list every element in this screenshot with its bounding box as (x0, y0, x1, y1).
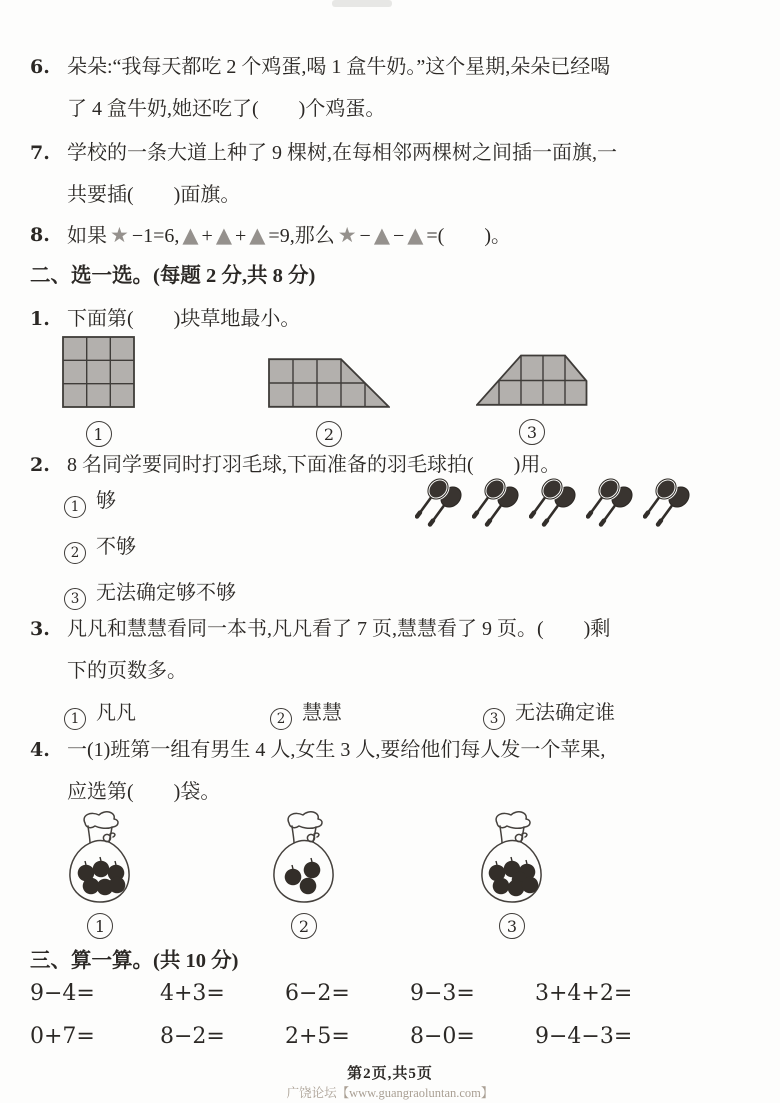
choose-question-1-text: 下面第( )块草地最小。 (67, 308, 301, 330)
apple-bag-icon (60, 810, 140, 906)
calc-problem-4: 9−3= (410, 981, 475, 1006)
section-choose-title: 二、选一选。(每题 2 分,共 8 分) (30, 265, 316, 287)
equation-text: + (234, 225, 247, 247)
page-number: 第2页,共5页 (347, 1066, 433, 1082)
q2-option-3-label: 无法确定够不够 (96, 582, 236, 604)
apple-bag-3 (470, 810, 554, 939)
circled-number-3: 3 (483, 708, 505, 730)
grass-trapezoid (476, 354, 588, 406)
calc-problem-2: 4+3= (160, 981, 225, 1006)
question-7-number: 7. (30, 142, 50, 164)
apple-bag-icon (472, 810, 552, 906)
choose-question-4-number: 4. (30, 739, 50, 761)
bag-3-label (470, 913, 554, 939)
calc-problem-8: 2+5= (285, 1024, 350, 1049)
apple-bag-1 (58, 810, 142, 939)
q3-option-1-label: 凡凡 (96, 702, 136, 724)
circled-number-2: 2 (270, 708, 292, 730)
circled-number-2: 2 (291, 913, 317, 939)
choose-question-3-number: 3. (30, 618, 50, 640)
watermark: 广饶论坛【www.guangraoluntan.com】 (286, 1086, 494, 1100)
star-icon: ★ (337, 223, 357, 247)
circled-number-1: 1 (64, 496, 86, 518)
question-8 (30, 214, 511, 256)
badminton-racket-pair-icon (415, 476, 468, 533)
shape-3-label (476, 419, 588, 445)
question-7 (30, 132, 617, 216)
shape-option-1 (62, 336, 135, 447)
question-6-number: 6. (30, 56, 50, 78)
question-7-line-1: 学校的一条大道上种了 9 棵树,在每相邻两棵树之间插一面旗,一 (67, 142, 617, 164)
circled-number-1: 1 (86, 421, 112, 447)
circled-number-2: 2 (64, 542, 86, 564)
choose-question-2-text: 8 名同学要同时打羽毛球,下面准备的羽毛球拍( )用。 (67, 454, 561, 476)
badminton-racket-pair-icon (472, 476, 525, 533)
shape-option-3 (476, 354, 588, 445)
equation-text: =( )。 (426, 225, 512, 247)
shape-option-2 (268, 358, 390, 447)
circled-number-3: 3 (519, 419, 545, 445)
q2-option-1-label: 够 (96, 490, 116, 512)
choose-question-3-line-1: 凡凡和慧慧看同一本书,凡凡看了 7 页,慧慧看了 9 页。( )剩 (67, 618, 611, 640)
circled-number-3: 3 (499, 913, 525, 939)
star-icon: ★ (110, 223, 129, 247)
scan-artifact (332, 0, 392, 7)
calc-problem-5: 3+4+2= (535, 981, 633, 1006)
calc-problem-10: 9−4−3= (535, 1024, 633, 1049)
question-6-line-2: 了 4 盒牛奶,她还吃了( )个鸡蛋。 (67, 98, 386, 120)
badminton-racket-pair-icon (643, 476, 696, 533)
circled-number-2: 2 (316, 421, 342, 447)
grass-right-trapezoid (268, 358, 390, 408)
choose-question-4-line-1: 一(1)班第一组有男生 4 人,女生 3 人,要给他们每人发一个苹果, (67, 739, 606, 761)
question-8-number: 8. (30, 224, 50, 246)
q3-option-3 (483, 696, 615, 730)
triangle-icon: ▲ (373, 223, 390, 247)
circled-number-3: 3 (64, 588, 86, 610)
triangle-icon: ▲ (182, 223, 199, 247)
q2-option-3 (64, 576, 236, 610)
badminton-racket-pair-icon (586, 476, 639, 533)
bag-1-label (58, 913, 142, 939)
choose-question-2-number: 2. (30, 454, 50, 476)
q3-options-row (30, 696, 760, 726)
calc-problem-9: 8−0= (410, 1024, 475, 1049)
choose-question-3 (30, 608, 610, 692)
grass-square-grid (62, 336, 135, 408)
equation-text: + (201, 225, 213, 247)
choose-question-1 (30, 298, 300, 340)
apple-bag-icon (264, 810, 344, 906)
equation-text: − (359, 225, 371, 247)
apple-bag-2 (262, 810, 346, 939)
triangle-icon: ▲ (215, 223, 232, 247)
equation-text: − (392, 225, 405, 247)
triangle-icon: ▲ (407, 223, 424, 247)
badminton-rackets-row (415, 476, 696, 533)
equation-text: 如果 (67, 225, 107, 247)
q2-option-1 (64, 484, 116, 518)
calc-problem-6: 0+7= (30, 1024, 95, 1049)
q3-option-2-label: 慧慧 (302, 702, 342, 724)
question-7-line-2: 共要插( )面旗。 (67, 184, 241, 206)
question-6-line-1: 朵朵:“我每天都吃 2 个鸡蛋,喝 1 盒牛奶。”这个星期,朵朵已经喝 (67, 56, 611, 78)
choose-question-4-line-2: 应选第( )袋。 (67, 781, 221, 803)
calculation-problems (30, 981, 632, 1050)
bag-2-label (262, 913, 346, 939)
circled-number-1: 1 (64, 708, 86, 730)
question-6 (30, 46, 610, 130)
badminton-racket-pair-icon (529, 476, 582, 533)
circled-number-1: 1 (87, 913, 113, 939)
q3-option-1 (64, 696, 136, 730)
q2-option-2 (64, 530, 136, 564)
equation-text: −1=6, (131, 225, 180, 247)
calc-problem-7: 8−2= (160, 1024, 225, 1049)
calc-problem-1: 9−4= (30, 981, 95, 1006)
q2-option-2-label: 不够 (96, 536, 136, 558)
section-calc-title: 三、算一算。(共 10 分) (30, 950, 239, 972)
q3-option-3-label: 无法确定谁 (515, 702, 615, 724)
choose-question-3-line-2: 下的页数多。 (67, 660, 187, 682)
q3-option-2 (270, 696, 342, 730)
calc-problem-3: 6−2= (285, 981, 350, 1006)
question-8-equation (67, 214, 511, 256)
triangle-icon: ▲ (249, 223, 266, 247)
choose-question-1-number: 1. (30, 308, 50, 330)
equation-text: =9,那么 (268, 225, 335, 247)
choose-question-4 (30, 729, 605, 813)
